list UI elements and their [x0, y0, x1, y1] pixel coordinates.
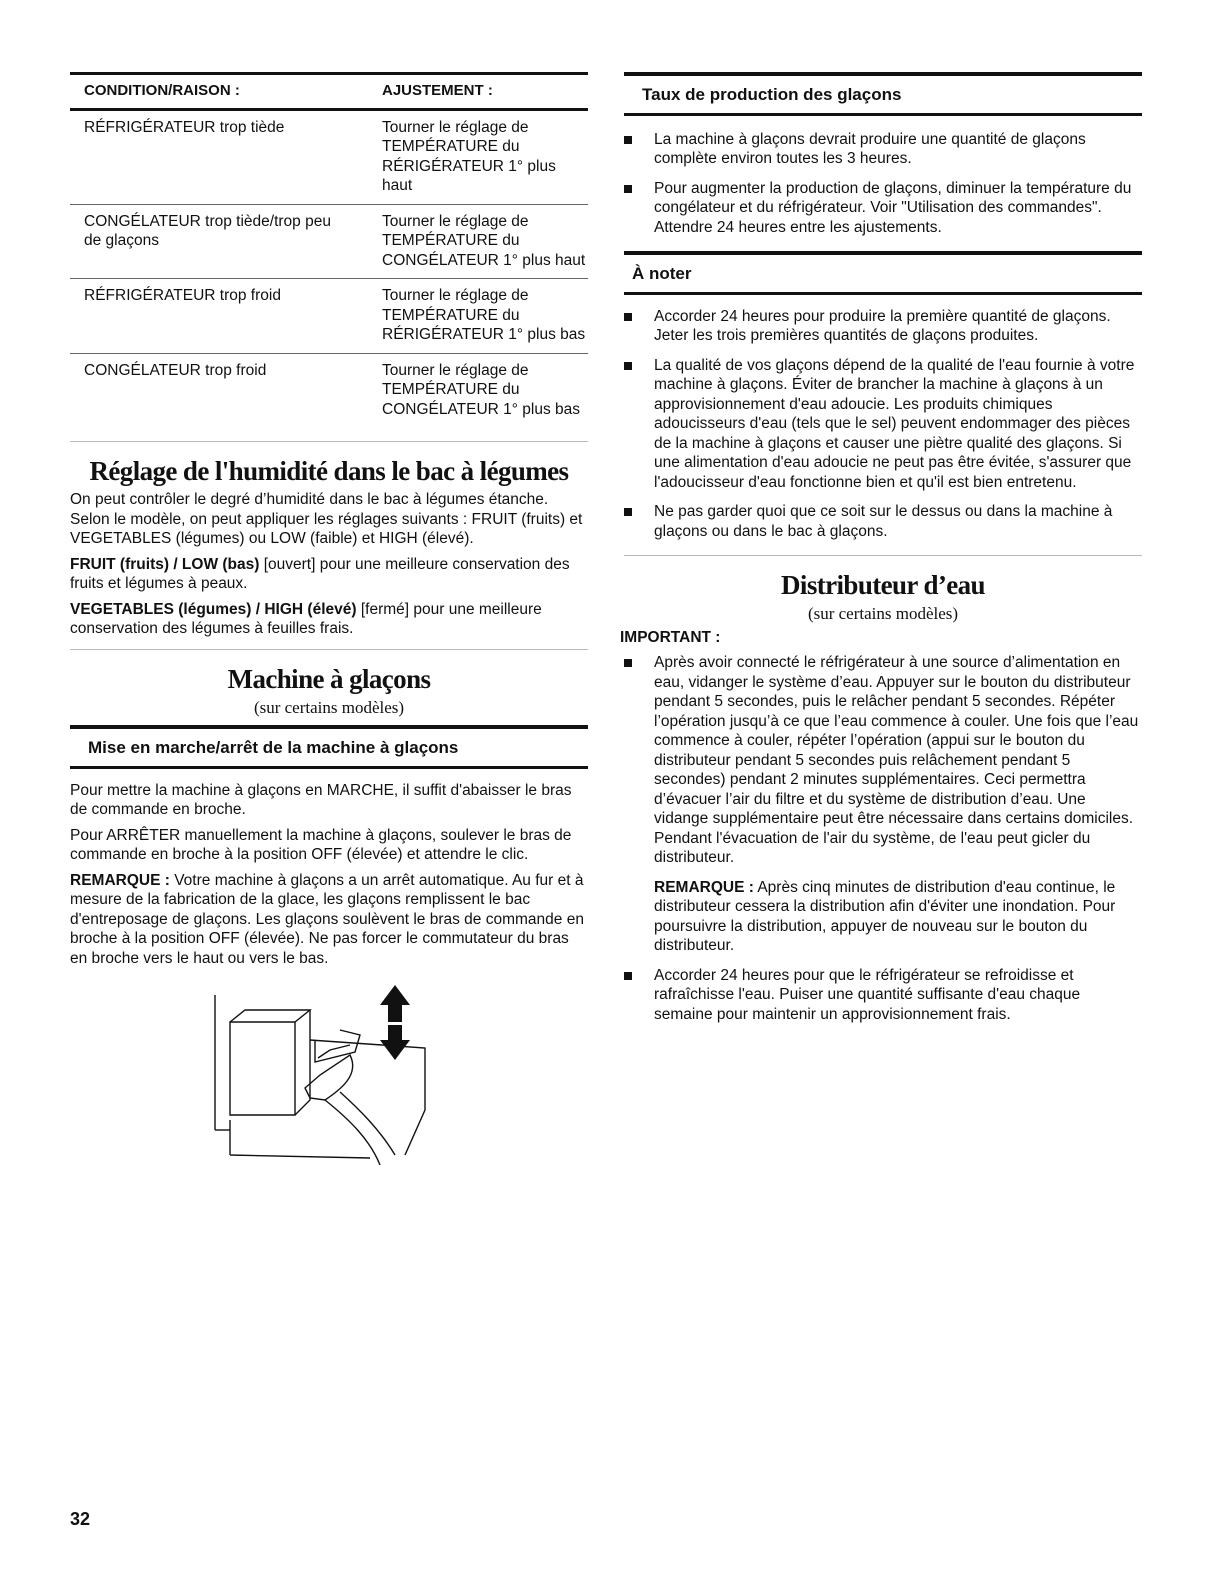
divider: [624, 555, 1142, 556]
header-condition: CONDITION/RAISON :: [70, 74, 382, 110]
icemaker-remark: [70, 871, 588, 969]
arrow-down-icon: [380, 1025, 410, 1060]
fruit-setting: [70, 555, 588, 594]
right-column: [620, 72, 1142, 1034]
icemaker-onoff-heading: Mise en marche/arrêt de la machine à glaçons: [70, 725, 588, 769]
fruit-setting-label: FRUIT (fruits) / LOW (bas): [70, 555, 260, 573]
condition-cell: RÉFRIGÉRATEUR trop froid: [70, 279, 382, 354]
adjustment-cell: Tourner le réglage de TEMPÉRATURE du CONGÉLATEUR 1° plus haut: [382, 204, 588, 279]
icemaker-body-outline: [230, 1022, 295, 1115]
important-label: IMPORTANT :: [620, 628, 721, 646]
icemaker-title: Machine à glaçons: [227, 663, 431, 694]
notes-list: [624, 307, 1142, 542]
humidity-title: Réglage de l'humidité dans le bac à légumes: [89, 456, 569, 486]
page-number: 32: [70, 1509, 91, 1529]
fruit-setting-text: [ouvert] pour une meilleure conservation des fruits et légumes à peaux.: [70, 555, 570, 592]
dispenser-title: Distributeur d’eau: [781, 570, 985, 600]
adjustment-cell: Tourner le réglage de TEMPÉRATURE du CONGÉLATEUR 1° plus bas: [382, 361, 581, 418]
condition-adjustment-table: [70, 72, 588, 427]
table-row: [70, 109, 588, 204]
table-row: [70, 204, 588, 279]
dispenser-subtitle: (sur certains modèles): [807, 604, 959, 623]
condition-cell: RÉFRIGÉRATEUR trop tiède: [70, 109, 382, 204]
remark-text: Votre machine à glaçons a un arrêt automatique. Au fur et à mesure de la fabrication de la glace, les glaçons remplissent le bac d'entreposage de glaçons. Les glaçons soulèvent le bras de commande en broche à la position OFF (élevée). Ne pas forcer le commutateur du bras en broche vers le haut ou vers le bas.: [70, 871, 584, 967]
table-row: [70, 279, 588, 354]
remark-label: REMARQUE :: [70, 871, 170, 889]
adjustment-cell: Tourner le réglage de TEMPÉRATURE du RÉRIGÉRATEUR 1° plus bas: [382, 279, 588, 354]
list-item: Accorder 24 heures pour produire la première quantité de glaçons. Jeter les trois premières quantités de glaçons produites.: [624, 307, 1142, 346]
header-adjustment: AJUSTEMENT :: [382, 74, 588, 110]
list-item: La machine à glaçons devrait produire une quantité de glaçons complète environ toutes les 3 heures.: [624, 130, 1142, 169]
remark-text: Après cinq minutes de distribution d'eau continue, le distributeur cessera la distribution afin d'éviter une inondation. Pour poursuivre la distribution, appuyer de nouveau sur le bouton du distributeur.: [654, 878, 1116, 954]
list-item: La qualité de vos glaçons dépend de la qualité de l'eau fournie à votre machine à glaçons. Éviter de brancher la machine à glaçons à un approvisionnement d'eau adoucie. Les produits chimiques adoucisseurs d'eau (tels que le sel) peuvent endommager des pièces de la machine à glaçons et causer une piètre qualité des glaçons. Si une alimentation d'eau adoucie ne peut pas être évitée, s'assurer que l'adoucisseur d'eau fonctionne bien et qu'il est bien entretenu.: [624, 356, 1142, 493]
divider: [70, 649, 588, 650]
flush-instructions: Après avoir connecté le réfrigérateur à une source d’alimentation en eau, vidanger le système d’eau. Appuyer sur le bouton du distributeur pendant 5 secondes, puis le relâcher pendant 5 secondes. Répéter l’opération jusqu’à ce que l’eau commence à couler. Une fois que l’eau commence à couler, répéter l’opération (appui sur le bouton du distributeur pendant 5 secondes puis relâchement pendant 5 secondes) pendant 2 minutes supplémentaires. Ceci permettra d’évacuer l’air du filtre et du système de distribution d’eau. Une vidange supplémentaire peut être nécessaire dans certains domiciles. Pendant l'évacuation de l'air du système, de l'eau peut gicler du distributeur.: [654, 654, 1139, 866]
production-heading: Taux de production des glaçons: [624, 72, 1142, 116]
table-header-row: [70, 74, 588, 110]
condition-cell: CONGÉLATEUR trop tiède/trop peu de glaçons: [70, 204, 382, 279]
icemaker-arm-illustration: [210, 980, 450, 1165]
notes-heading: À noter: [624, 251, 1142, 295]
icemaker-on-paragraph: Pour mettre la machine à glaçons en MARCHE, il suffit d'abaisser le bras de commande en broche.: [70, 781, 572, 818]
dispenser-remark: [654, 878, 1142, 956]
list-item: Ne pas garder quoi que ce soit sur le dessus ou dans la machine à glaçons ou dans le bac à glaçons.: [624, 502, 1142, 541]
dispenser-list: [624, 653, 1142, 1024]
table-row: [70, 353, 588, 427]
left-column: [70, 72, 588, 1165]
vegetables-setting-text: [fermé] pour une meilleure conservation des légumes à feuilles frais.: [70, 600, 542, 637]
vegetables-setting-label: VEGETABLES (légumes) / HIGH (élevé): [70, 600, 357, 618]
hand-outline: [305, 1055, 353, 1100]
production-list: [624, 130, 1142, 238]
adjustment-cell: Tourner le réglage de TEMPÉRATURE du RÉRIGÉRATEUR 1° plus haut: [382, 109, 588, 204]
condition-cell: CONGÉLATEUR trop froid: [84, 361, 267, 379]
divider: [70, 441, 588, 442]
icemaker-subtitle: (sur certains modèles): [253, 697, 405, 717]
arrow-up-icon: [380, 985, 410, 1022]
list-item: Pour augmenter la production de glaçons, diminuer la température du congélateur et du réfrigérateur. Voir "Utilisation des commandes". Attendre 24 heures entre les ajustements.: [624, 179, 1142, 238]
icemaker-off-paragraph: Pour ARRÊTER manuellement la machine à glaçons, soulever le bras de commande en broche à la position OFF (élevée) et attendre le clic.: [70, 826, 572, 863]
list-item: [624, 653, 1142, 956]
remark-label: REMARQUE :: [654, 878, 754, 896]
list-item: Accorder 24 heures pour que le réfrigérateur se refroidisse et rafraîchisse l'eau. Puiser une quantité suffisante d'eau chaque semaine pour maintenir un approvisionnement frais.: [624, 966, 1142, 1025]
feeler-arm: [315, 1030, 360, 1062]
humidity-intro: On peut contrôler le degré d’humidité dans le bac à légumes étanche. Selon le modèle, on peut appliquer les réglages suivants : FRUIT (fruits) et VEGETABLES (légumes) ou LOW (faible) et HIGH (élevé).: [70, 491, 583, 547]
vegetables-setting: [70, 600, 588, 639]
